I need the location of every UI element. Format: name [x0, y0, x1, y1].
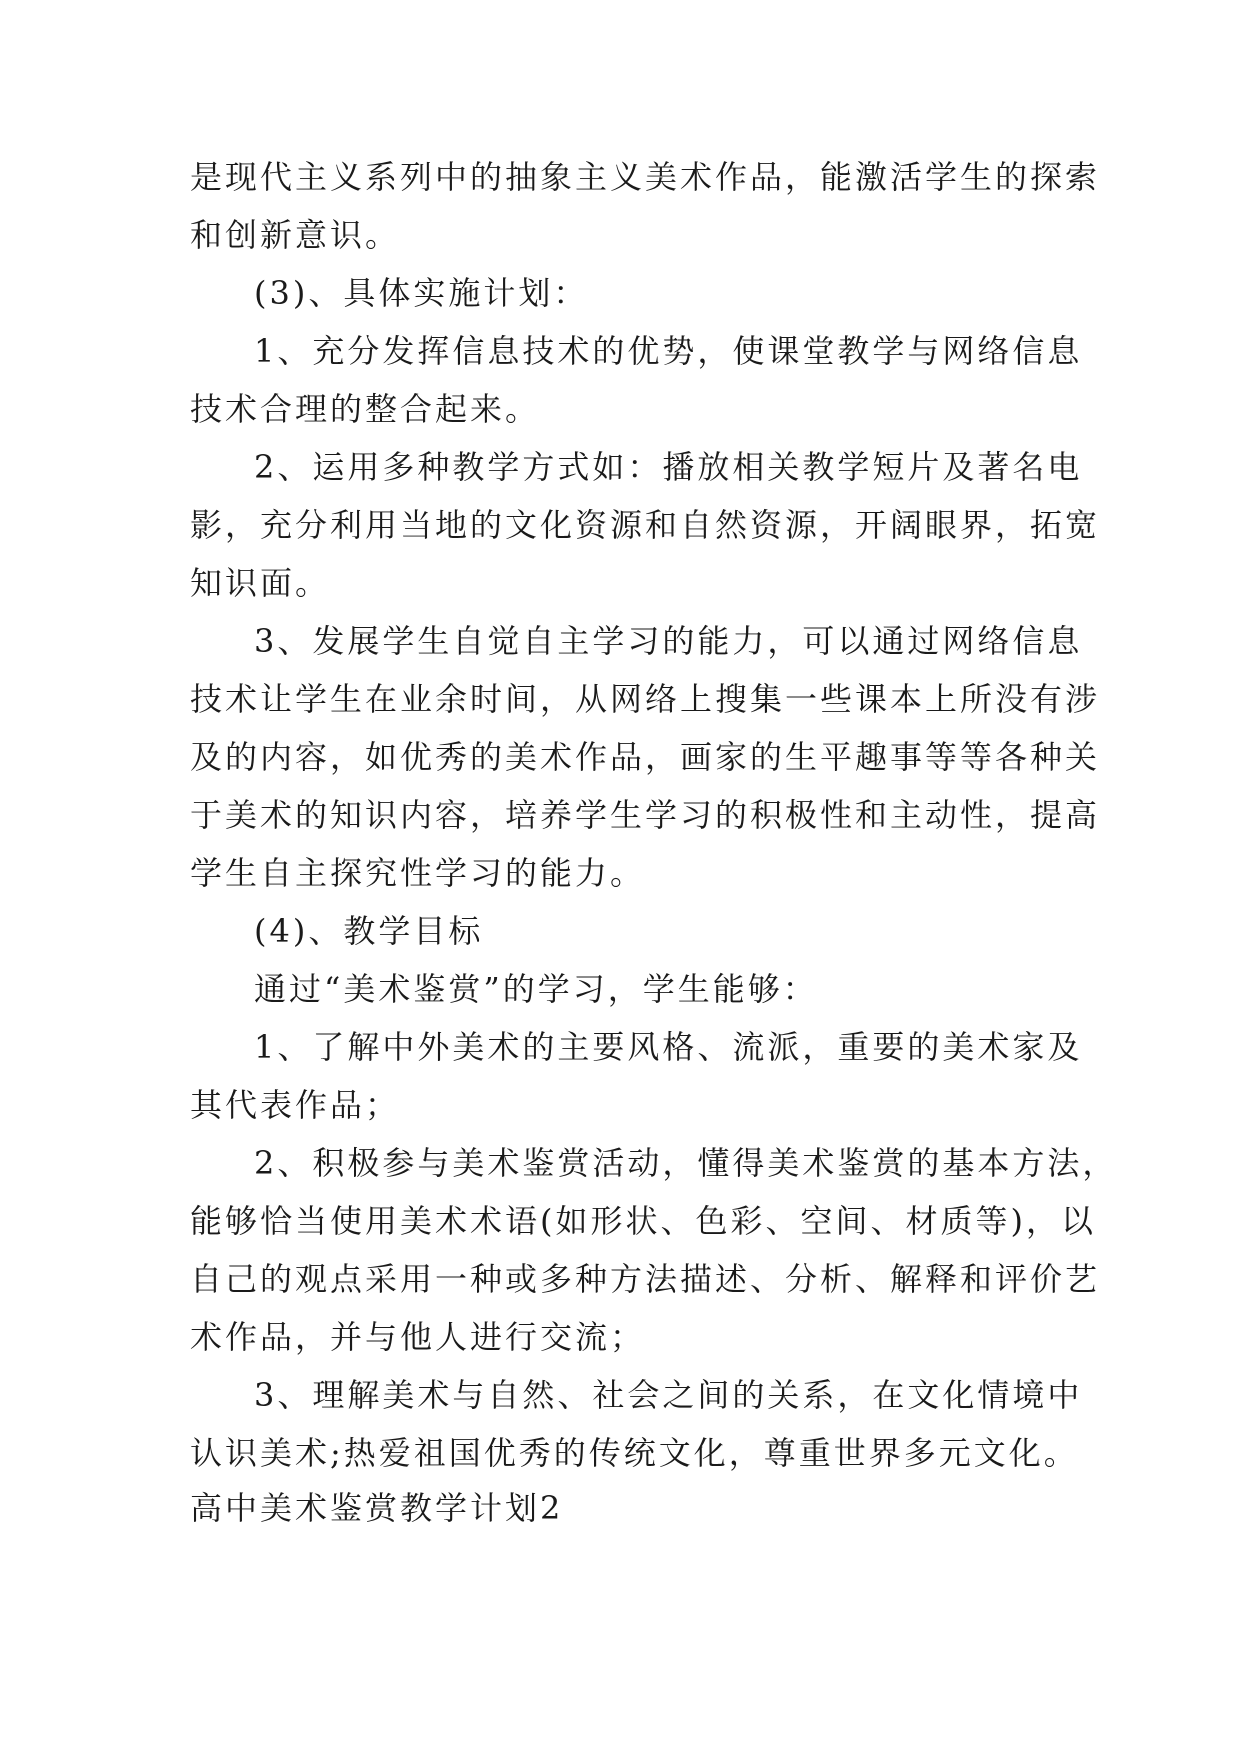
- text-line: 2、运用多种教学方式如：播放相关教学短片及著名电: [254, 448, 1083, 486]
- section-heading: (3)、具体实施计划：: [254, 274, 589, 312]
- text-line: 2、积极参与美术鉴赏活动，懂得美术鉴赏的基本方法，: [254, 1144, 1118, 1182]
- text-line: 是现代主义系列中的抽象主义美术作品，能激活学生的探索: [190, 158, 1101, 196]
- text-line: 1、充分发挥信息技术的优势，使课堂教学与网络信息: [254, 332, 1083, 370]
- text-line: 和创新意识。: [190, 216, 401, 254]
- text-line: 知识面。: [190, 564, 331, 602]
- text-line: 3、理解美术与自然、社会之间的关系，在文化情境中: [254, 1376, 1083, 1414]
- text-line: 学生自主探究性学习的能力。: [190, 854, 646, 892]
- text-line: 及的内容，如优秀的美术作品，画家的生平趣事等等各种关: [190, 738, 1101, 776]
- text-line: 1、了解中外美术的主要风格、流派，重要的美术家及: [254, 1028, 1083, 1066]
- text-line: 于美术的知识内容，培养学生学习的积极性和主动性，提高: [190, 796, 1101, 834]
- text-line: 认识美术;热爱祖国优秀的传统文化，尊重世界多元文化。: [190, 1434, 1079, 1472]
- text-line: 术作品，并与他人进行交流；: [190, 1318, 646, 1356]
- text-line: 通过“美术鉴赏”的学习，学生能够：: [254, 970, 818, 1008]
- text-line: 技术让学生在业余时间，从网络上搜集一些课本上所没有涉: [190, 680, 1101, 718]
- text-line: 能够恰当使用美术术语(如形状、色彩、空间、材质等)，以: [190, 1202, 1096, 1240]
- text-line: 技术合理的整合起来。: [190, 390, 541, 428]
- section-heading: (4)、教学目标: [254, 912, 484, 950]
- text-line: 自己的观点采用一种或多种方法描述、分析、解释和评价艺: [190, 1260, 1101, 1298]
- text-line: 其代表作品；: [190, 1086, 401, 1124]
- document-title: 高中美术鉴赏教学计划2: [190, 1489, 564, 1527]
- text-line: 影，充分利用当地的文化资源和自然资源，开阔眼界，拓宽: [190, 506, 1101, 544]
- text-line: 3、发展学生自觉自主学习的能力，可以通过网络信息: [254, 622, 1083, 660]
